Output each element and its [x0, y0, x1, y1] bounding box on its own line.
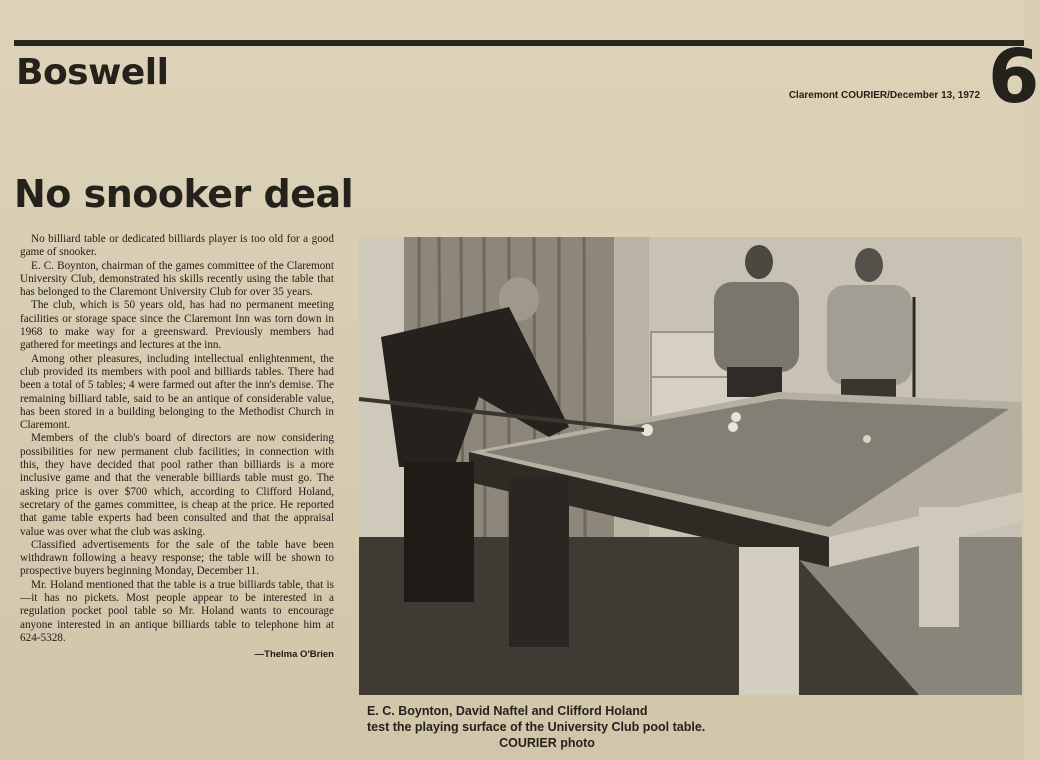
photo-credit: COURIER photo: [499, 736, 595, 750]
page-number: 6: [988, 34, 1040, 120]
article-paragraph: Mr. Holand mentioned that the table is a true billiards table, that is—it has no pickets. Most people appear to be interested in a regulation pocket pool table so Mr. Holand wants to encourage anyone interested in an antique billiards table to telephone him at 624-5328.: [20, 578, 334, 644]
photo-caption: [367, 703, 747, 751]
article-paragraph: The club, which is 50 years old, has had no permanent meeting facilities or storage space since the Claremont Inn was torn down in 1968 to make way for a greensward. Previously members had gathered for meetings and lectures at the inn.: [20, 299, 334, 352]
caption-line: E. C. Boynton, David Naftel and Clifford Holand: [367, 704, 648, 718]
section-title: Boswell: [16, 52, 169, 93]
article-paragraph: No billiard table or dedicated billiards player is too old for a good game of snooker.: [20, 233, 334, 259]
caption-line: test the playing surface of the University Club pool table.: [367, 720, 706, 734]
article-paragraph: Members of the club's board of directors are now considering possibilities for new permanent club facilities; in connection with this, they have decided that pool rather than billiards is a more inclusive game and that the venerable billiards table must go. The asking price is over $700 which, according to Clifford Holand, secretary of the games committee, is cheap at the price. He reported that game table experts had been consulted and that the appraisal value was over what the club was asking.: [20, 432, 334, 538]
article-paragraph: Among other pleasures, including intellectual enlightenment, the club provided its members with pool and billiards tables. There had been a total of 5 tables; 4 were farmed out after the inn's demise. The remaining billiard table, said to be an antique of considerable value, has been stored in a building belonging to the Methodist Church in Claremont.: [20, 352, 334, 432]
billiards-photo-illustration: [359, 237, 1022, 695]
top-rule: [14, 40, 1024, 46]
article-paragraph: E. C. Boynton, chairman of the games committee of the Claremont University Club, demonstrated his skills recently using the table that has belonged to the Claremont University Club for over 35 years.: [20, 259, 334, 299]
article-paragraph: Classified advertisements for the sale of the table have been withdrawn following a heavy response; the table will be shown to prospective buyers beginning Monday, December 11.: [20, 538, 334, 578]
byline: —Thelma O'Brien: [254, 649, 334, 661]
article-body: [20, 233, 334, 662]
headline: No snooker deal: [14, 172, 354, 216]
dateline: Claremont COURIER/December 13, 1972: [788, 90, 980, 101]
news-photo: [359, 237, 1022, 695]
